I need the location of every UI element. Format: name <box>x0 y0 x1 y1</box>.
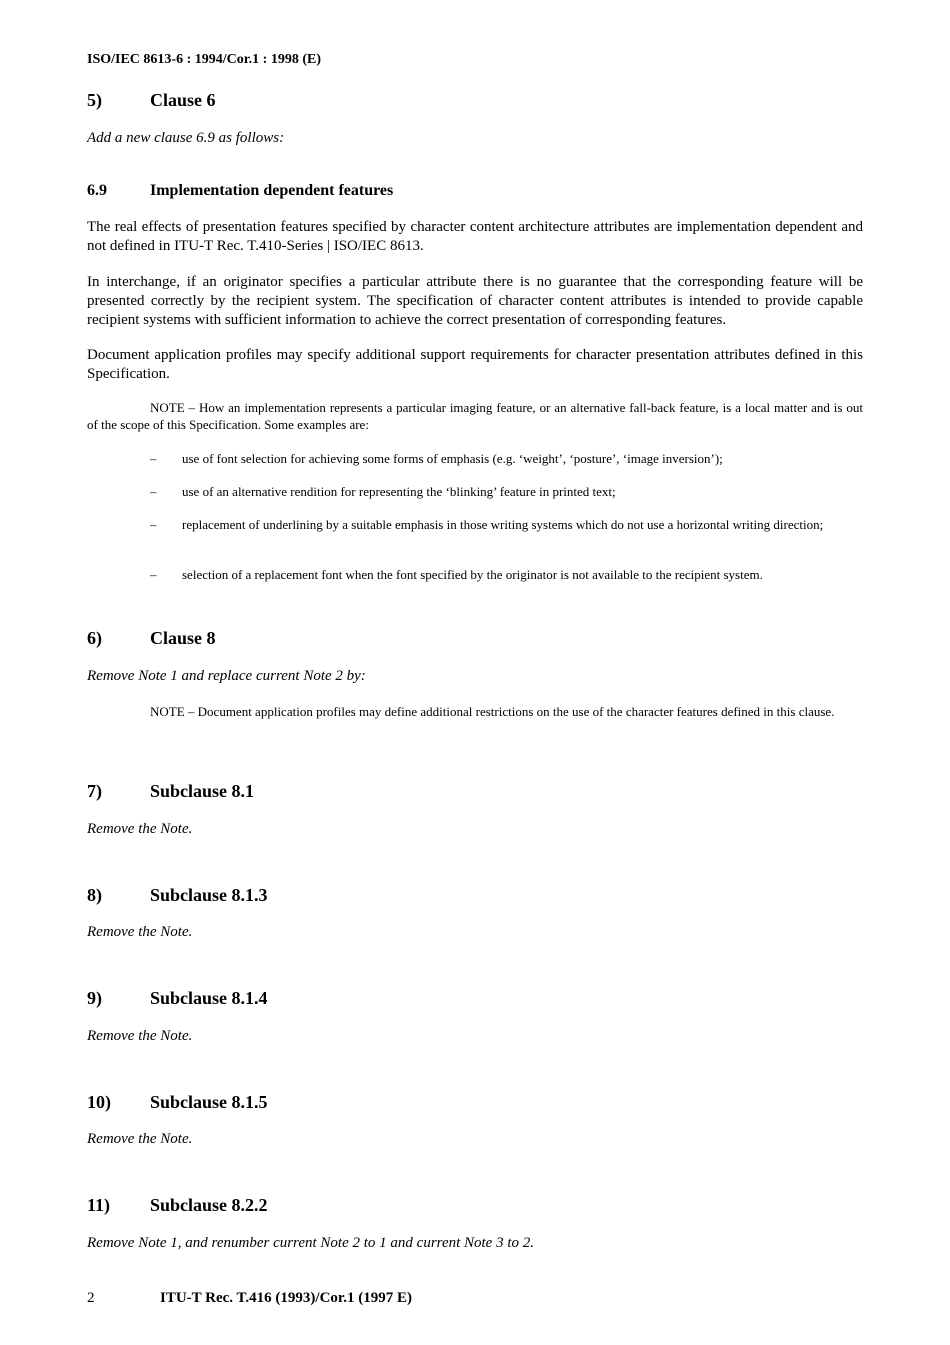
paragraph-2: In interchange, if an originator specifies a particular attribute there is no guarantee that the corresponding feature will be presented correctly by the recipient system. The specification of character content attributes is intended to provide capable recipient systems with sufficient information to achieve the correct presentation of corresponding features. <box>87 274 863 328</box>
subclause-title: Implementation dependent features <box>150 182 394 199</box>
note-6-9: NOTE – How an implementation represents a particular imaging feature, or an alternative fall-back feature, is a local matter and is out of the scope of this Specification. Some examples are: <box>87 400 863 432</box>
list-dash: – <box>150 567 157 582</box>
instruction-text: Remove Note 1, and renumber current Note 2 to 1 and current Note 3 to 2. <box>87 1235 535 1251</box>
list-item-text: selection of a replacement font when the font specified by the originator is not available to the recipient system. <box>182 567 763 582</box>
paragraph-1: The real effects of presentation features specified by character content architecture attributes are implementation dependent and not defined in ITU-T Rec. T.410-Series | ISO/IEC 8613. <box>87 219 863 254</box>
paragraph-3: Document application profiles may specify additional support requirements for character presentation attributes defined in this Specification. <box>87 347 863 382</box>
running-header: ISO/IEC 8613-6 : 1994/Cor.1 : 1998 (E) <box>87 52 321 67</box>
list-dash: – <box>150 484 157 499</box>
section-number: 5) <box>87 90 102 110</box>
page-number: 2 <box>87 1290 95 1306</box>
instruction-text: Remove the Note. <box>87 924 193 940</box>
note-clause-8: NOTE – Document application profiles may define additional restrictions on the use of the character features defined in this clause. <box>150 704 835 719</box>
instruction-text: Remove the Note. <box>87 821 193 837</box>
instruction-text: Remove the Note. <box>87 1131 193 1147</box>
section-number: 8) <box>87 885 102 905</box>
section-number: 7) <box>87 781 102 801</box>
list-item-text: use of an alternative rendition for representing the ‘blinking’ feature in printed text; <box>182 484 616 499</box>
section-title: Subclause 8.1 <box>150 781 255 801</box>
instruction-text: Remove the Note. <box>87 1028 193 1044</box>
list-dash: – <box>150 517 157 532</box>
section-number: 10) <box>87 1092 111 1112</box>
footer-reference: ITU-T Rec. T.416 (1993)/Cor.1 (1997 E) <box>160 1290 412 1306</box>
instruction-text: Add a new clause 6.9 as follows: <box>87 130 285 146</box>
section-title: Clause 8 <box>150 628 216 648</box>
section-number: 11) <box>87 1195 111 1215</box>
instruction-text: Remove Note 1 and replace current Note 2 by: <box>87 668 366 684</box>
section-number: 6) <box>87 628 102 648</box>
subclause-number: 6.9 <box>87 182 107 199</box>
section-title: Subclause 8.1.3 <box>150 885 268 905</box>
list-item-text: use of font selection for achieving some forms of emphasis (e.g. ‘weight’, ‘posture’, ‘image inversion’); <box>182 451 723 466</box>
list-dash: – <box>150 451 157 466</box>
section-title: Subclause 8.1.4 <box>150 988 268 1008</box>
section-number: 9) <box>87 988 102 1008</box>
section-title: Subclause 8.2.2 <box>150 1195 268 1215</box>
list-item-text: replacement of underlining by a suitable emphasis in those writing systems which do not use a horizontal writing direction; <box>182 517 824 532</box>
section-title: Subclause 8.1.5 <box>150 1092 268 1112</box>
section-title: Clause 6 <box>150 90 216 110</box>
